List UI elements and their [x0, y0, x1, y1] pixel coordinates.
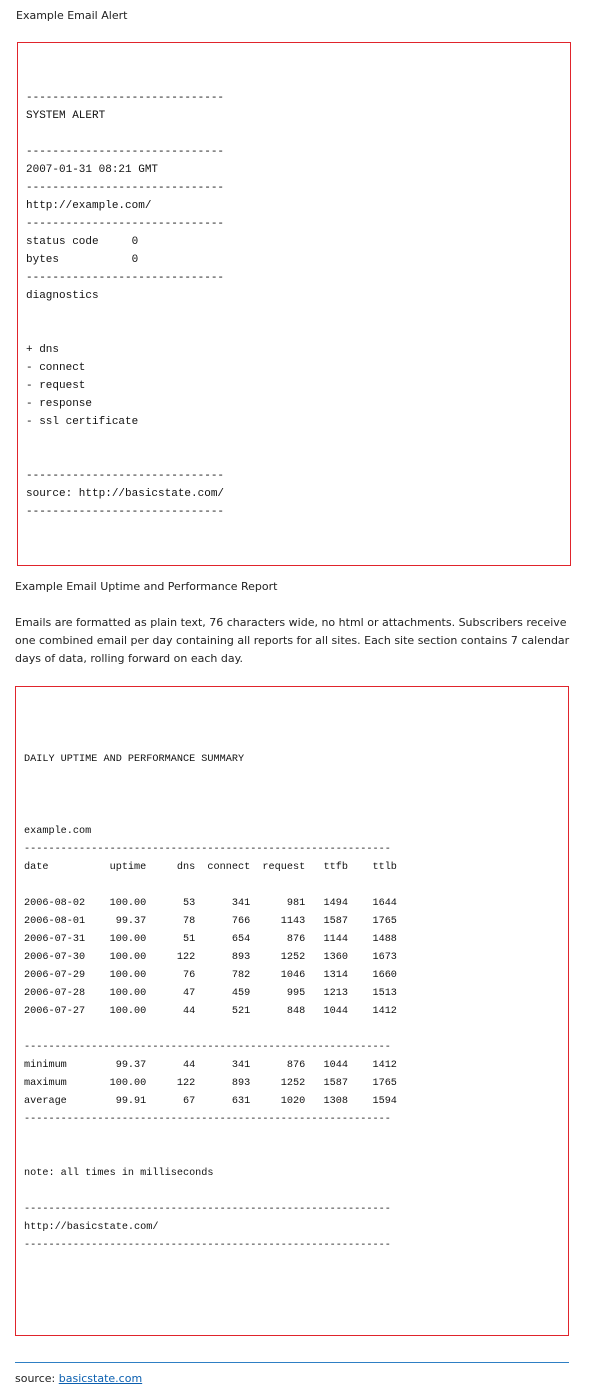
footer-divider [15, 1362, 569, 1363]
source-link[interactable]: basicstate.com [58, 1372, 143, 1385]
alert-heading: Example Email Alert [16, 9, 128, 22]
footer-source-label: source: [15, 1372, 56, 1385]
report-description: Emails are formatted as plain text, 76 characters wide, no html or attachments. Subscribers receive one combined email per day containing all reports for all sites. Each site section contains 7 calendar days of data, rolling forward on each day. [15, 616, 570, 665]
footer-source [15, 1372, 142, 1385]
alert-email-body: ------------------------------ SYSTEM ALERT ------------------------------ 2007-01-31 08:21 GMT ------------------------------ http://example.com/ ------------------------------ status code 0 bytes 0 ------------------------------ diagnostics + dns - connect - request - response - ssl certificate ------------------------------ source: http://basicstate.com/ ------------------------------ [26, 92, 225, 518]
report-heading: Example Email Uptime and Performance Report [15, 580, 278, 593]
report-email-box [15, 686, 569, 1336]
alert-email-box [17, 42, 571, 566]
report-email-body: DAILY UPTIME AND PERFORMANCE SUMMARY example.com ------------------------------------------------------------ date uptime dns connect request ttfb ttlb 2006-08-02 100.00 53 341 981 1494 1644 2006-08-01 99.37 78 766 1143 1587 1765 2006-07-31 100.00 51 654 876 1144 1488 2006-07-30 100.00 122 893 1252 1360 1673 2006-07-29 100.00 76 782 1046 1314 1660 2006-07-28 100.00 47 459 995 1213 1513 2006-07-27 100.00 44 521 848 1044 1412 ------------------------------------------------------------ minimum 99.37 44 341 876 1044 1412 maximum 100.00 122 893 1252 1587 1765 average 99.91 67 631 1020 1308 1594 ------------------------------------------------------------ note: all times in milliseconds ------------------------------------------------------------ http://basicstate.com/ ------------------------------------------------------------ [24, 754, 397, 1251]
